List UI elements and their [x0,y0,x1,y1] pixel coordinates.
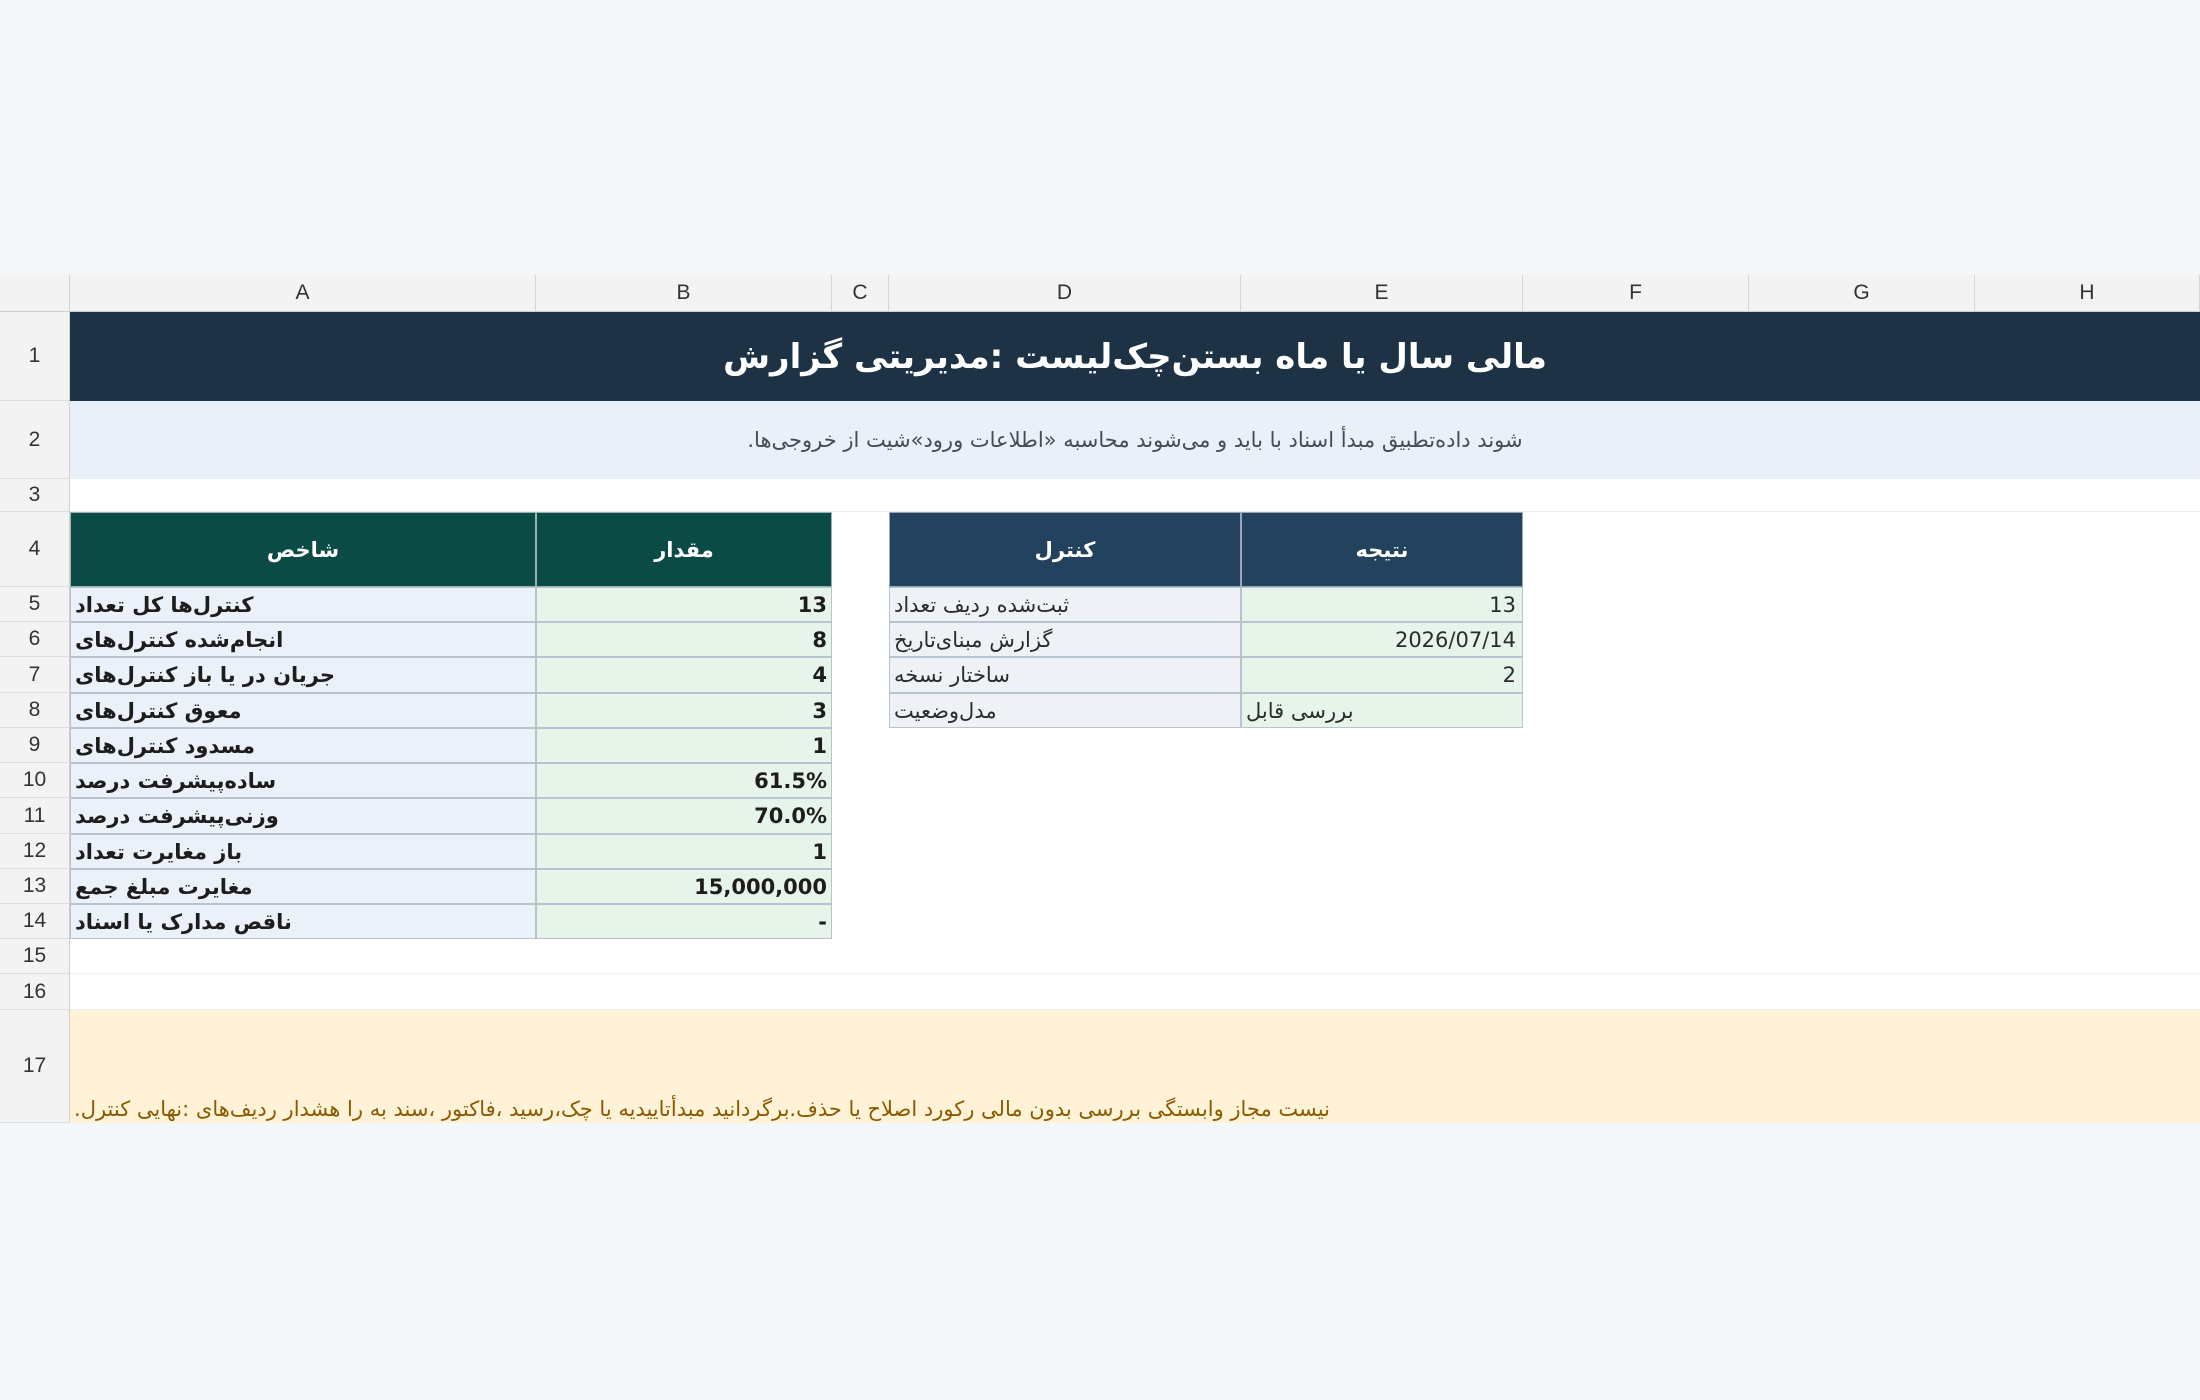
column-header-f[interactable]: F [1523,275,1749,311]
kpi-value-cell[interactable]: 13 [536,587,832,622]
row-header-14[interactable]: 14 [0,904,70,939]
control-value-cell[interactable]: 13 [1241,587,1523,622]
control-header-value[interactable]: نتیجه [1241,512,1523,587]
kpi-value-cell[interactable]: 61.5% [536,763,832,798]
kpi-label-cell[interactable]: انجام‌شده کنترل‌های [70,622,536,657]
row-header-12[interactable]: 12 [0,834,70,869]
control-label-cell[interactable]: گزارش مبنای‌تاریخ [889,622,1241,657]
kpi-label-cell[interactable]: باز مغایرت تعداد [70,834,536,869]
column-header-b[interactable]: B [536,275,832,311]
row-header-11[interactable]: 11 [0,798,70,834]
kpi-label-cell[interactable]: ساده‌پیشرفت درصد [70,763,536,798]
kpi-label-cell[interactable]: مسدود کنترل‌های [70,728,536,763]
control-value-cell[interactable]: بررسی قابل [1241,693,1523,728]
kpi-header-value[interactable]: مقدار [536,512,832,587]
column-header-d[interactable]: D [889,275,1241,311]
row-header-15[interactable]: 15 [0,939,70,974]
kpi-label-cell[interactable]: جریان در یا باز کنترل‌های [70,657,536,693]
column-header-g[interactable]: G [1749,275,1975,311]
row-header-2[interactable]: 2 [0,401,70,479]
control-label-cell[interactable]: ساختار نسخه [889,657,1241,693]
column-header-h[interactable]: H [1975,275,2200,311]
row-header-8[interactable]: 8 [0,693,70,728]
column-header-e[interactable]: E [1241,275,1523,311]
control-value-cell[interactable]: 2 [1241,657,1523,693]
kpi-value-cell[interactable]: 1 [536,728,832,763]
row-header-16[interactable]: 16 [0,974,70,1010]
row-header-6[interactable]: 6 [0,622,70,657]
kpi-value-cell[interactable]: 4 [536,657,832,693]
row-header-1[interactable]: 1 [0,312,70,401]
row-header-10[interactable]: 10 [0,763,70,798]
control-label-cell[interactable]: مدل‌وضعیت [889,693,1241,728]
row-header-9[interactable]: 9 [0,728,70,763]
kpi-value-cell[interactable]: 1 [536,834,832,869]
kpi-label-cell[interactable]: معوق کنترل‌های [70,693,536,728]
kpi-label-cell[interactable]: وزنی‌پیشرفت درصد [70,798,536,834]
kpi-value-cell[interactable]: - [536,904,832,939]
report-title[interactable]: مالی سال یا ماه بستن‌چک‌لیست :مدیریتی گزارش [70,312,2200,401]
kpi-value-cell[interactable]: 3 [536,693,832,728]
final-control-note[interactable] [70,1010,2200,1123]
kpi-label-cell[interactable]: مغایرت مبلغ جمع [70,869,536,904]
kpi-label-cell[interactable]: ناقص مدارک یا اسناد [70,904,536,939]
kpi-label-cell[interactable]: کنترل‌ها کل تعداد [70,587,536,622]
row-header-13[interactable]: 13 [0,869,70,904]
column-header-c[interactable]: C [832,275,889,311]
row-header-17[interactable]: 17 [0,1010,70,1123]
kpi-value-cell[interactable]: 70.0% [536,798,832,834]
row-header-4[interactable]: 4 [0,512,70,587]
report-subtitle[interactable]: .شوند داده‌تطبیق مبدأ اسناد با باید و می‌شوند محاسبه «اطلاعات ورود»شیت از خروجی‌ها [70,401,2200,479]
gridline [70,973,2200,974]
control-header-label[interactable]: کنترل [889,512,1241,587]
column-header-row [0,275,2200,312]
row-header-7[interactable]: 7 [0,657,70,693]
row-header-3[interactable]: 3 [0,479,70,512]
control-value-cell[interactable]: 2026/07/14 [1241,622,1523,657]
kpi-value-cell[interactable]: 8 [536,622,832,657]
column-header-a[interactable]: A [70,275,536,311]
spreadsheet-sheet [0,275,2200,1123]
kpi-header-label[interactable]: شاخص [70,512,536,587]
row-header-5[interactable]: 5 [0,587,70,622]
select-all-corner[interactable] [0,275,70,311]
kpi-value-cell[interactable]: 15,000,000 [536,869,832,904]
control-label-cell[interactable]: ثبت‌شده ردیف تعداد [889,587,1241,622]
final-control-note-text: .نیست مجاز وابستگی بررسی بدون مالی رکورد اصلاح یا حذف.برگردانید مبدأتاییدیه یا چک،رسید ،فاکتور ،سند به را هشدار ردیف‌های :نهایی کنترل [74,1097,1330,1121]
